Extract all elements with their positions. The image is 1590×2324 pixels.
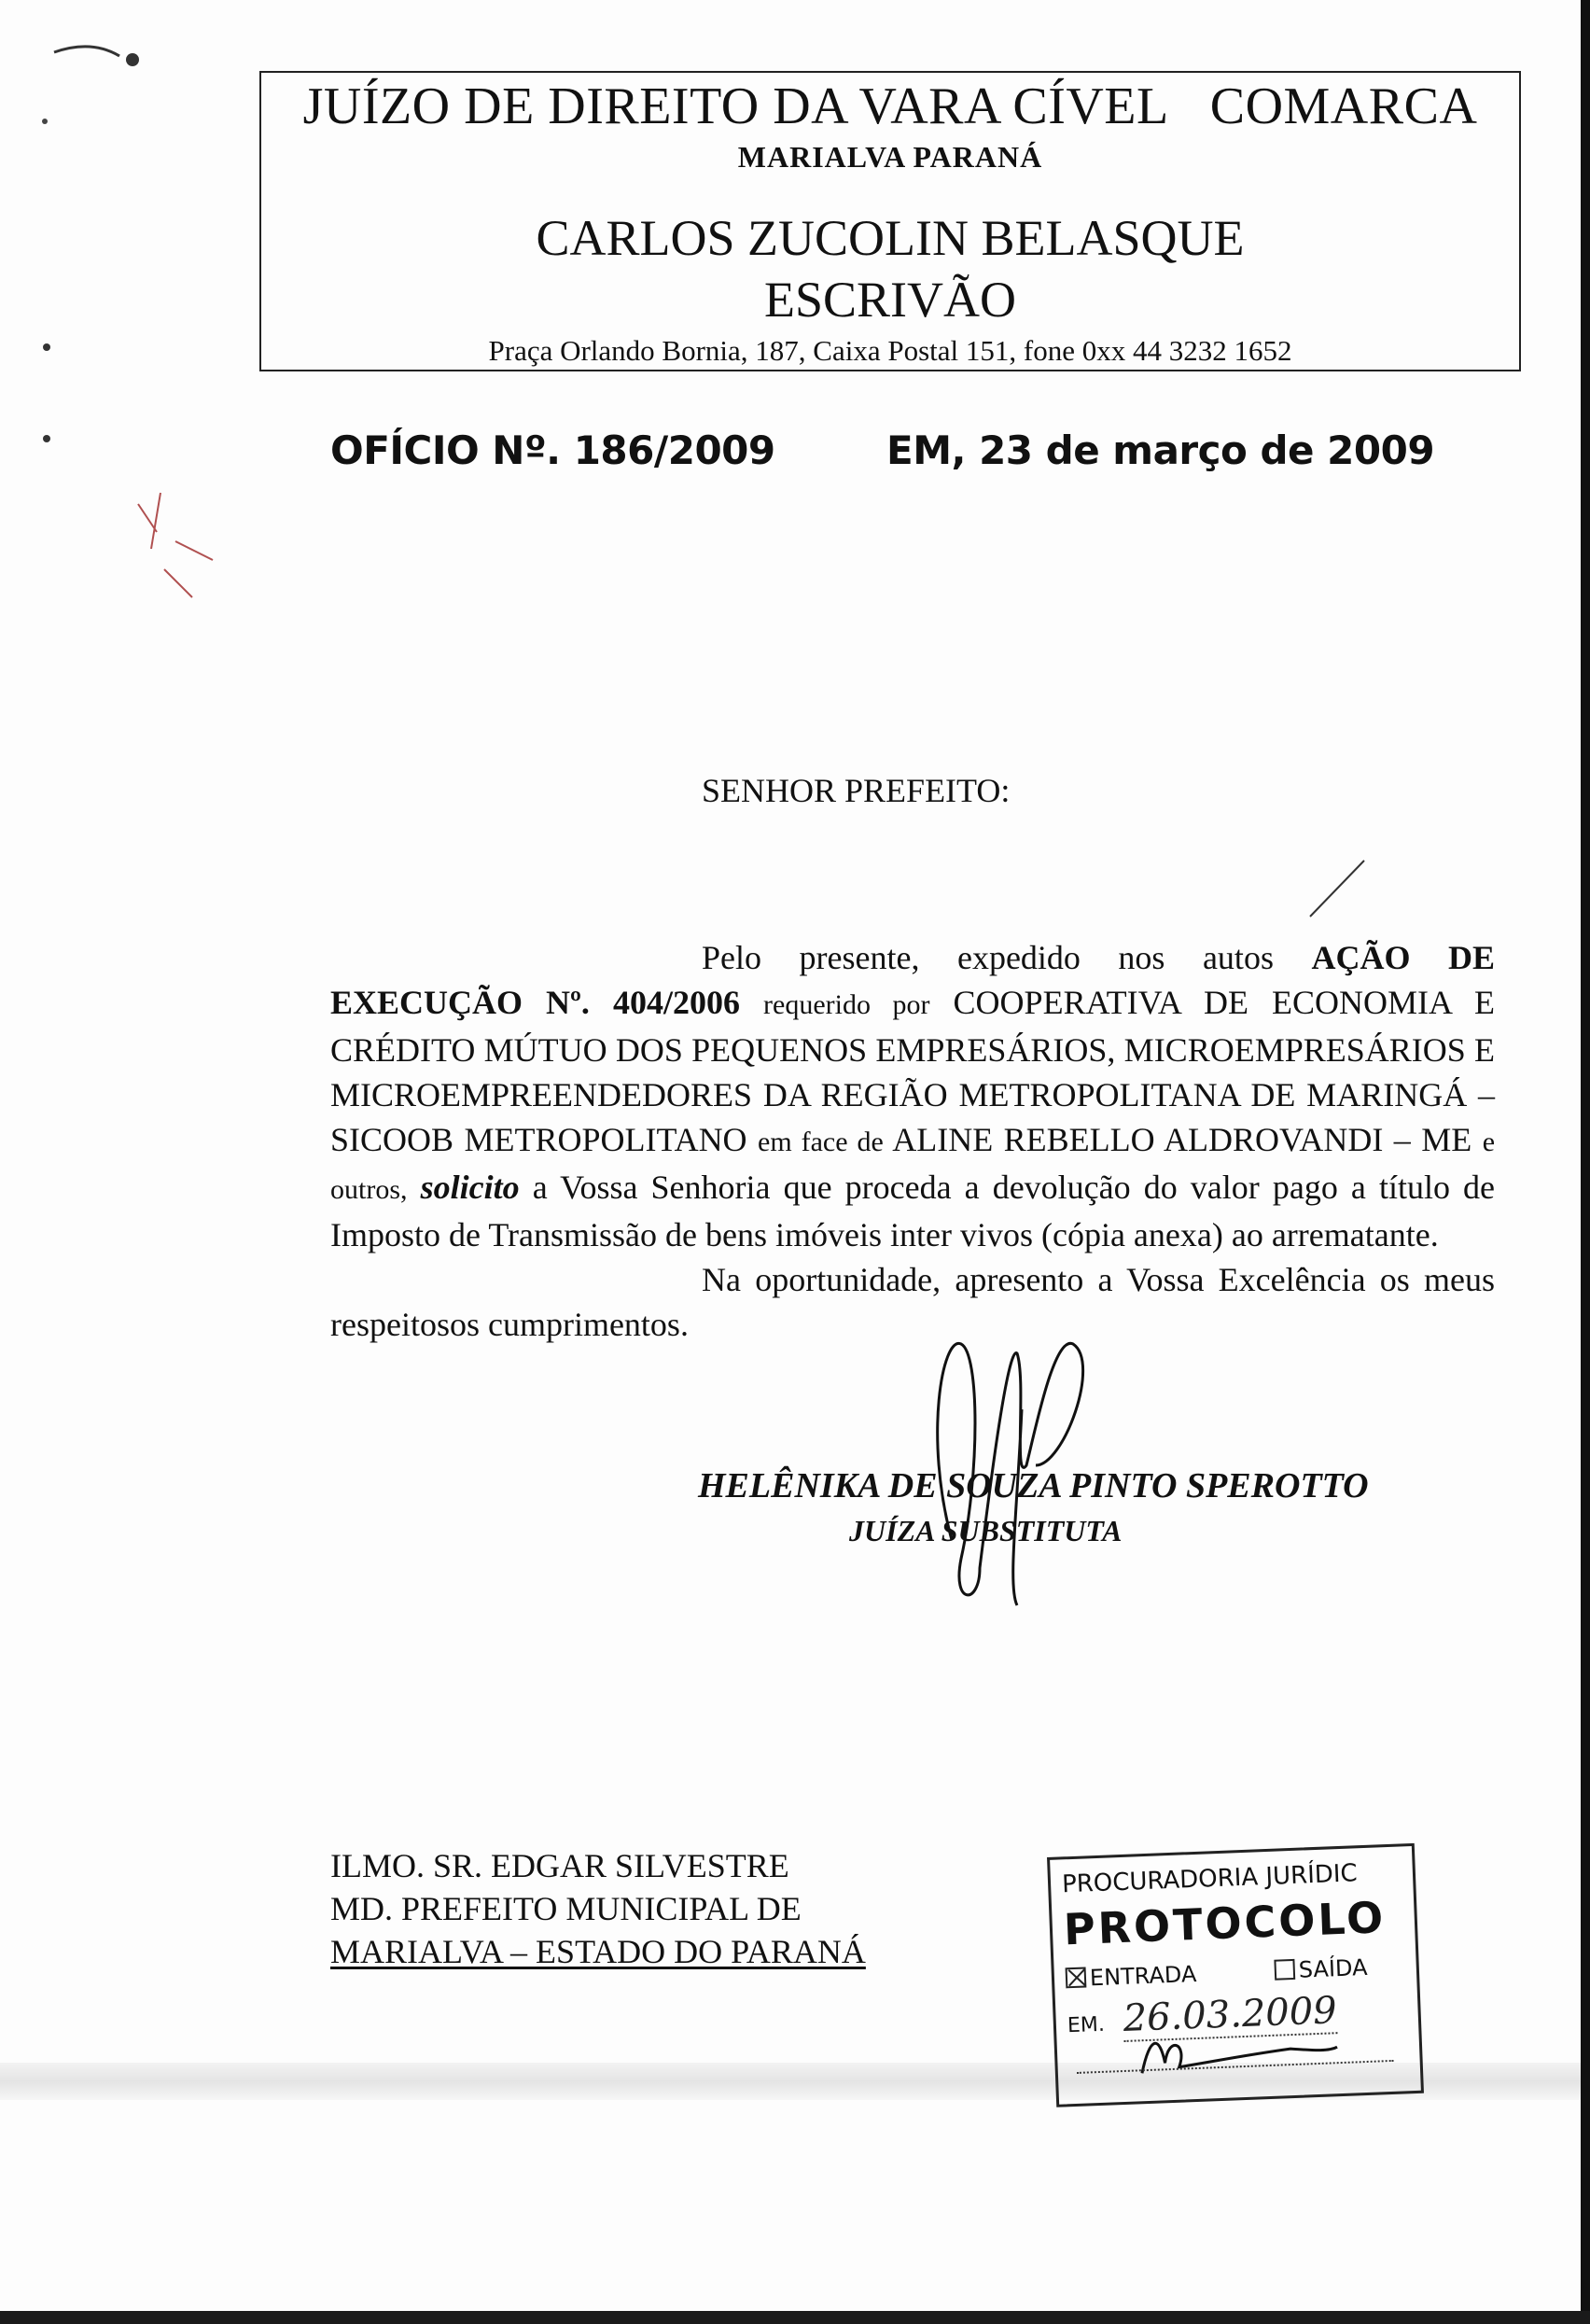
stamp-initials — [1112, 2018, 1357, 2083]
stamp-exit: SAÍDA — [1274, 1954, 1368, 1984]
stamp-entry: ENTRADA — [1065, 1961, 1196, 1992]
stamp-em-label: EM. — [1067, 2012, 1106, 2038]
salutation: SENHOR PREFEITO: — [702, 772, 1011, 809]
addressee-line-1: ILMO. SR. EDGAR SILVESTRE — [330, 1847, 789, 1884]
court-address: Praça Orlando Bornia, 187, Caixa Postal 151, fone 0xx 44 3232 1652 — [488, 334, 1292, 367]
plaintiff-name: COOPERATIVA DE ECONOMIA E CRÉDITO MÚTUO DOS PEQUENOS EMPRESÁRIOS, MICROEMPRESÁRIOS E MICROEMPREENDEDORES DA REGIÃO METROPOLITANA DE MARINGÁ – SICOOB METROPOLITANO — [330, 984, 1496, 1158]
addressee-line-2: MD. PREFEITO MUNICIPAL DE — [330, 1890, 802, 1927]
scan-marks — [0, 0, 280, 653]
stamp-title: PROTOCOLO — [1062, 1892, 1388, 1955]
addressee-line-3: MARIALVA – ESTADO DO PARANÁ — [330, 1933, 866, 1970]
clerk-role: ESCRIVÃO — [763, 272, 1017, 328]
scan-edge-right — [1581, 0, 1590, 2324]
paragraph-request: Pelo presente, expedido nos autos AÇÃO DE EXECUÇÃO Nº. 404/2006 requerido por COOPERATIVA DE ECONOMIA E CRÉDITO MÚTUO DOS PEQUENOS EMPRESÁRIOS, MICROEMPRESÁRIOS E MICROEMPREENDEDORES DA REGIÃO METROPOLITANA DE MARINGÁ – SICOOB METROPOLITANO em face de ALINE REBELLO ALDROVANDI – ME e outros, solicito a Vossa Senhoria que proceda a devolução do valor pago a título de Imposto de Transmissão de bens imóveis inter vivos (cópia anexa) ao arrematante. — [330, 939, 1496, 1253]
paragraph-closing: Na oportunidade, apresento a Vossa Excelência os meus respeitosos cumprimentos. — [330, 1261, 1495, 1343]
scan-edge-bottom — [0, 2311, 1590, 2324]
signatory-name: HELÊNIKA DE SOUZA PINTO SPEROTTO — [698, 1466, 1369, 1505]
stamp-date: 26.03.2009 — [1122, 1989, 1338, 2040]
stamp-department: PROCURADORIA JURÍDIC — [1061, 1859, 1359, 1899]
clerk-name: CARLOS ZUCOLIN BELASQUE — [536, 210, 1245, 266]
pen-stroke — [1306, 857, 1372, 922]
exit-checkbox-icon — [1274, 1959, 1295, 1981]
court-name: JUÍZO DE DIREITO DA VARA CÍVEL COMARCA — [302, 77, 1478, 135]
protocol-stamp — [1047, 1843, 1424, 2107]
oficio-number: OFÍCIO Nº. 186/2009 — [330, 427, 775, 473]
defendant-name: ALINE REBELLO ALDROVANDI – ME — [892, 1121, 1472, 1158]
signatory-role: JUÍZA SUBSTITUTA — [849, 1514, 1123, 1547]
letter-body — [330, 935, 1495, 1347]
addressee-block — [330, 1844, 866, 1973]
letterhead-box — [259, 71, 1521, 371]
oficio-date: EM, 23 de março de 2009 — [886, 427, 1435, 473]
court-city: MARIALVA PARANÁ — [737, 140, 1043, 174]
action-reference: AÇÃO DE EXECUÇÃO Nº. 404/2006 — [330, 939, 1495, 1021]
entry-checkbox-icon — [1066, 1967, 1087, 1988]
